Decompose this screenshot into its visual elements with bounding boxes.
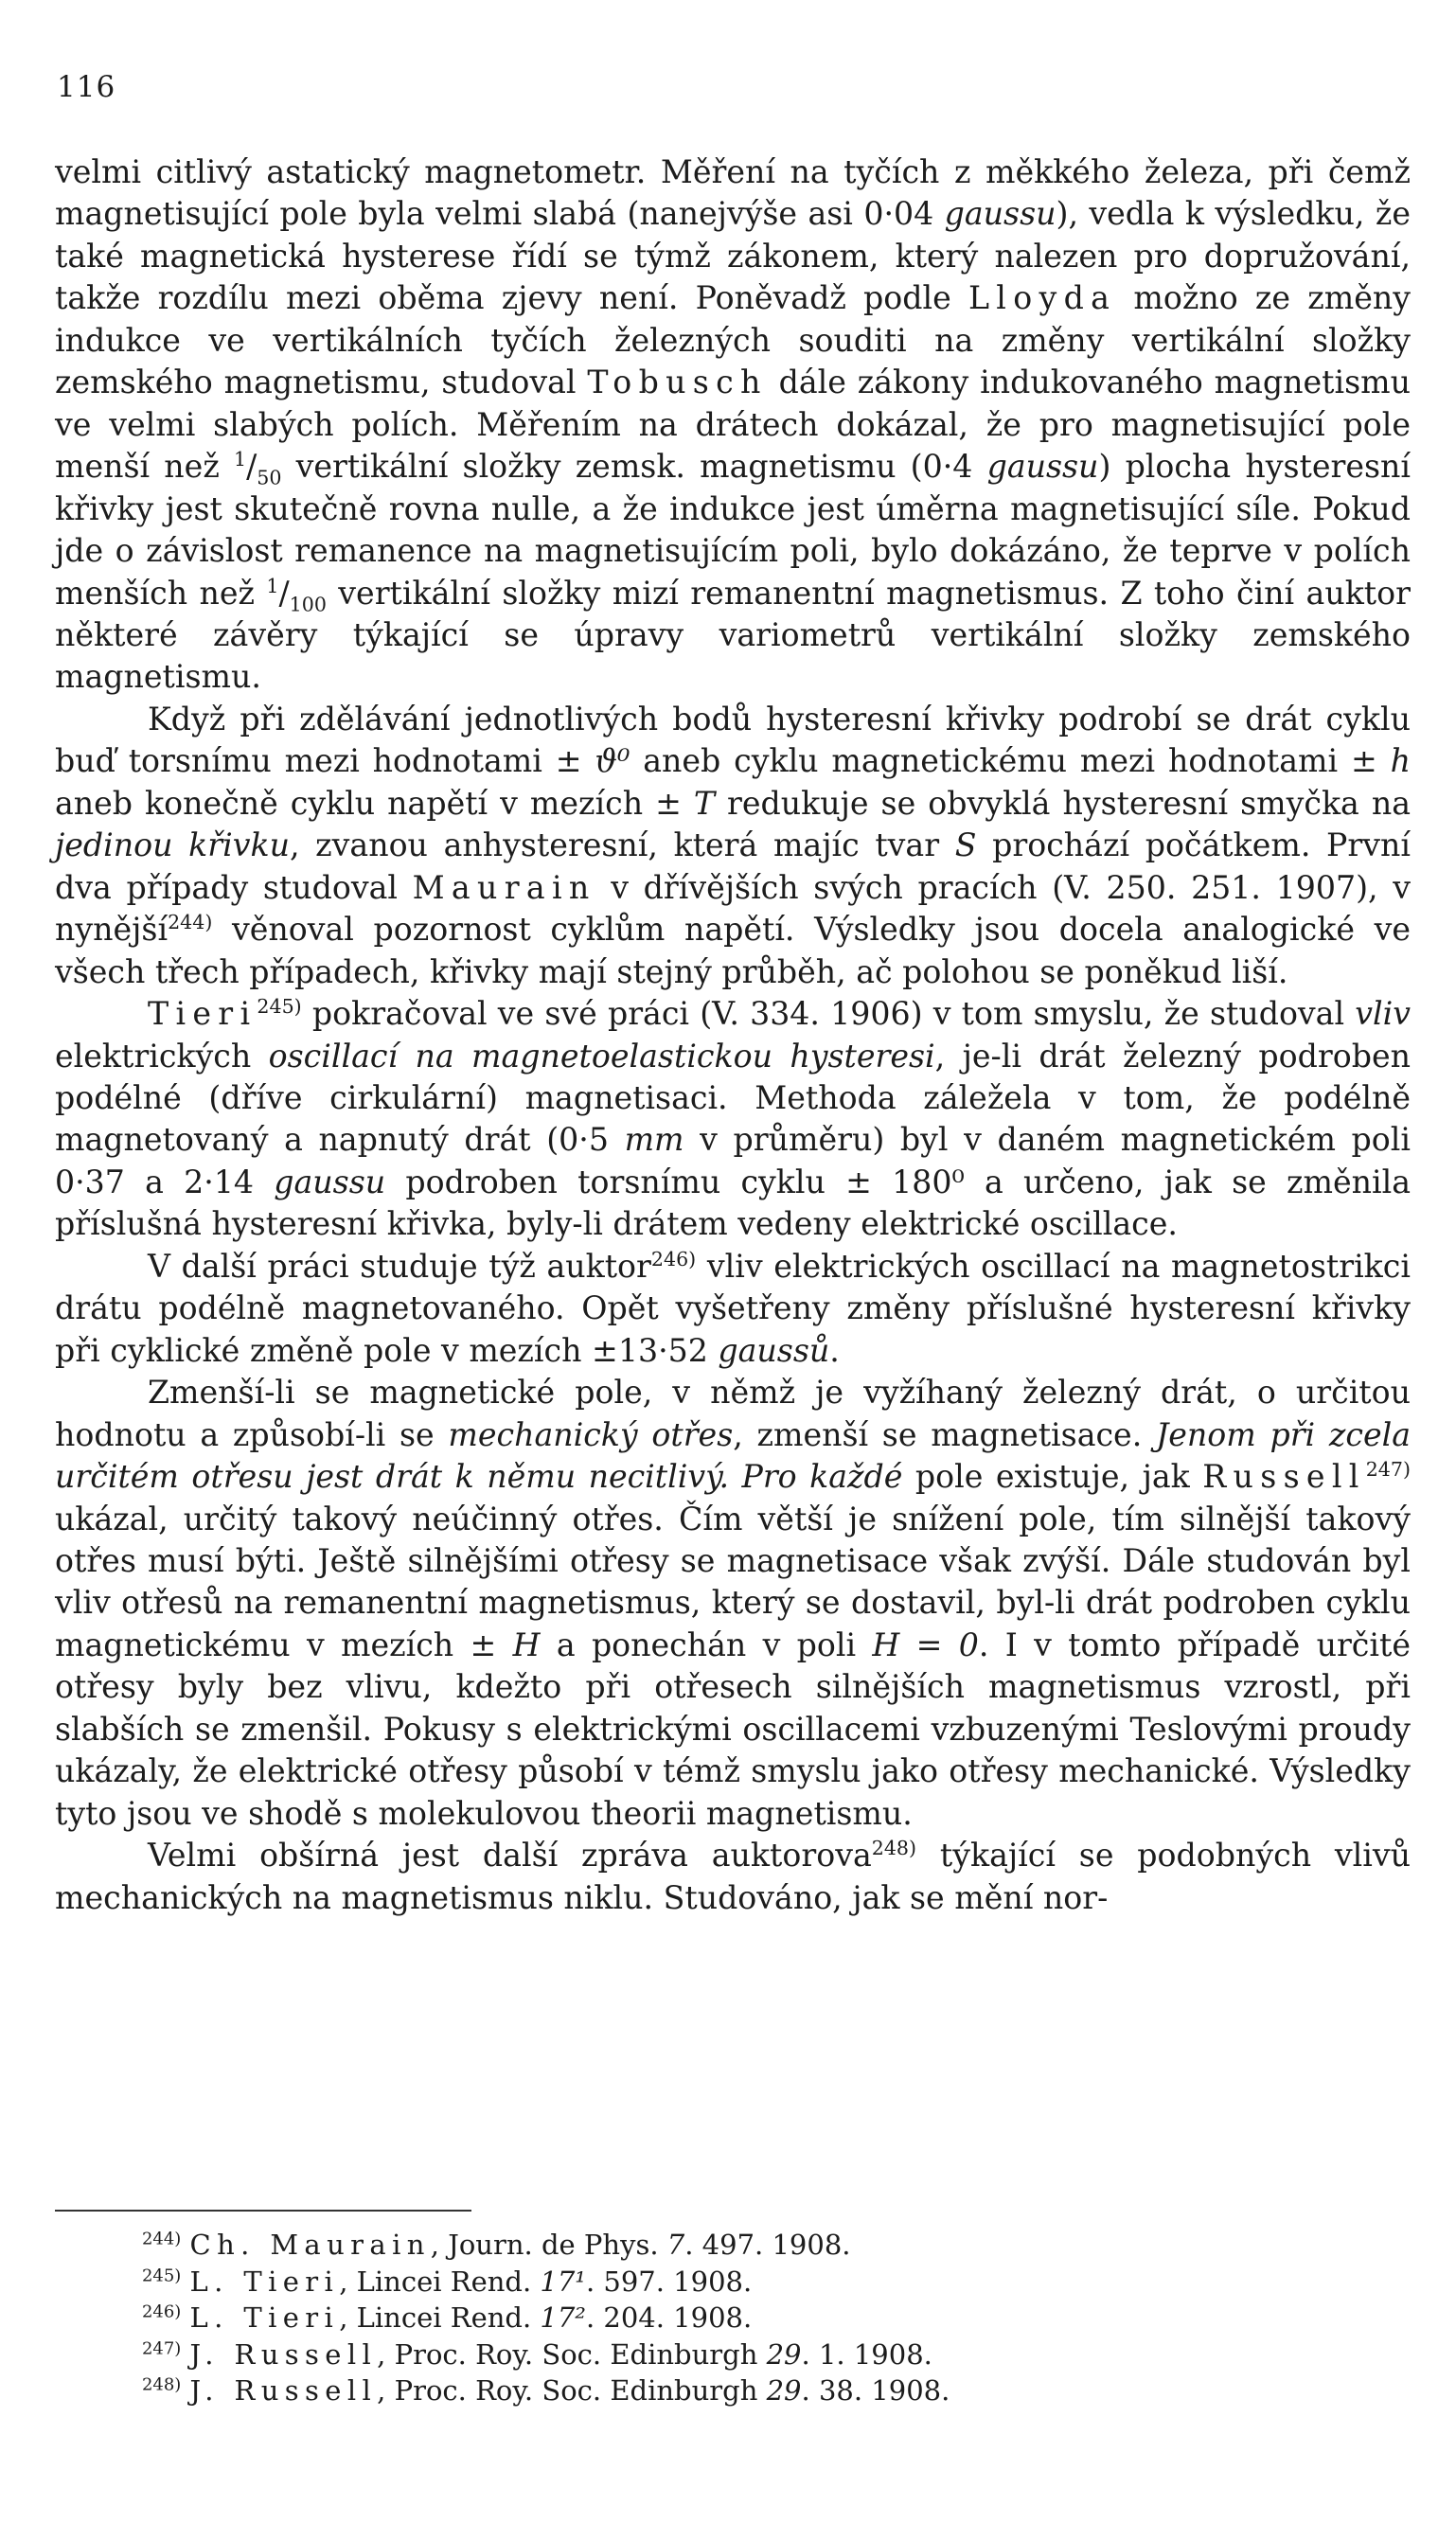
footnote-divider xyxy=(55,2210,471,2212)
footnote-ref: 246) xyxy=(650,1247,697,1270)
footnote: $^{245)}$ L. Tieri, Lincei Rend. 17¹. 597. 1908. xyxy=(142,2265,753,2298)
paragraph-1: velmi citlivý astatický magnetometr. Měření na tyčích z měkkého železa, při čemž magnetisující pole byla velmi slabá (nanejvýše asi 0·04 gaussu), vedla k výsledku, že také magnetická hysterese řídí se týmž zákonem, který nalezen pro dopružování, takže rozdílu mezi oběma zjevy není. Poněvadž podle Lloyda možno ze změny indukce ve vertikálních tyčích železných souditi na změny vertikální složky zemského magnetismu, studoval Tobusch dále zákony indukovaného magnetismu ve velmi slabých polích. Měřením na drátech dokázal, že pro magnetisující pole menší než $^1/_{50}$ vertikální složky zemsk. magnetismu (0·4 gaussu) plocha hysteresní křivky jest skutečně rovna nulle, a že indukce jest úměrna magnetisující síle. Pokud jde o závislost remanence na magnetisujícím poli, bylo dokázáno, že teprve v polích menších než $^1/_{100}$ vertikální složky mizí remanentní magnetismus. Z toho činí auktor některé závěry týkající se úpravy variometrů vertikální složky zemského magnetismu. xyxy=(55,153,1411,696)
footnote: $^{247)}$ J. Russell, Proc. Roy. Soc. Edinburgh 29. 1. 1908. xyxy=(142,2337,932,2371)
paragraph-6: Velmi obšírná jest další zpráva auktorova$^{248)}$ týkající se podobných vlivů mechanických na magnetismus niklu. Studováno, jak se mění nor- xyxy=(55,1837,1411,1916)
footnote: $^{248)}$ J. Russell, Proc. Roy. Soc. Edinburgh 29. 38. 1908. xyxy=(142,2374,950,2407)
footnote: $^{246)}$ L. Tieri, Lincei Rend. 17². 204. 1908. xyxy=(142,2301,753,2334)
body-text xyxy=(55,151,1411,1919)
page-number: 116 xyxy=(57,70,116,104)
paragraph-5: Zmenší-li se magnetické pole, v němž je vyžíhaný železný drát, o určitou hodnotu a způsobí-li se mechanický otřes, zmenší se magnetisace. Jenom při zcela určitém otřesu jest drát k němu necitlivý. Pro každé pole existuje, jak Russell$^{247)}$ ukázal, určitý takový neúčinný otřes. Čím větší je snížení pole, tím silnější takový otřes musí býti. Ještě silnějšími otřesy se magnetisace však zvýší. Dále studován byl vliv otřesů na remanentní magnetismus, který se dostavil, byl-li drát podroben cyklu magnetickému v mezích ± H a ponechán v poli H = 0. I v tomto případě určité otřesy byly bez vlivu, kdežto při otřesech silnějších magnetismus vzrostl, při slabších se zmenšil. Pokusy s elektrickými oscillacemi vzbuzenými Teslovými proudy ukázaly, že elektrické otřesy působí v témž smyslu jako otřesy mechanické. Výsledky tyto jsou ve shodě s molekulovou theorii magnetismu. xyxy=(55,1374,1411,1832)
footnotes xyxy=(142,2227,1373,2409)
paragraph-4: V další práci studuje týž auktor$^{246)}$ vliv elektrických oscillací na magnetostrikci drátu podélně magnetovaného. Opět vyšetřeny změny příslušné hysteresní křivky při cyklické změně pole v mezích ±13·52 gaussů. xyxy=(55,1247,1411,1369)
footnote-ref: 245) xyxy=(257,995,302,1018)
footnote-ref: 247) xyxy=(1365,1457,1411,1481)
footnote: $^{244)}$ Ch. Maurain, Journ. de Phys. 7. 497. 1908. xyxy=(142,2229,851,2261)
paragraph-3: Tieri$^{245)}$ pokračoval ve své práci (V. 334. 1906) v tom smyslu, že studoval vliv elektrických oscillací na magnetoelastickou hysteresi, je-li drát železný podroben podélné (dříve cirkulární) magnetisaci. Methoda záležela v tom, že podélně magnetovaný a napnutý drát (0·5 mm v průměru) byl v daném magnetickém poli 0·37 a 2·14 gaussu podroben torsnímu cyklu ± 180⁰ a určeno, jak se změnila příslušná hysteresní křivka, byly-li drátem vedeny elektrické oscillace. xyxy=(55,995,1411,1243)
footnote-ref: 248) xyxy=(871,1837,917,1860)
footnote-ref: 244) xyxy=(168,911,213,934)
paragraph-2: Když při zdělávání jednotlivých bodů hysteresní křivky podrobí se drát cyklu buď torsnímu mezi hodnotami ± ϑ⁰ aneb cyklu magnetickému mezi hodnotami ± h aneb konečně cyklu napětí v mezích ± T redukuje se obvyklá hysteresní smyčka na jedinou křivku, zvanou anhysteresní, která majíc tvar S prochází počátkem. První dva případy studoval Maurain v dřívějších svých pracích (V. 250. 251. 1907), v nynější$^{244)}$ věnoval pozornost cyklům napětí. Výsledky jsou docela analogické ve všech třech případech, křivky mají stejný průběh, ač polohou se poněkud liší. xyxy=(55,700,1411,990)
